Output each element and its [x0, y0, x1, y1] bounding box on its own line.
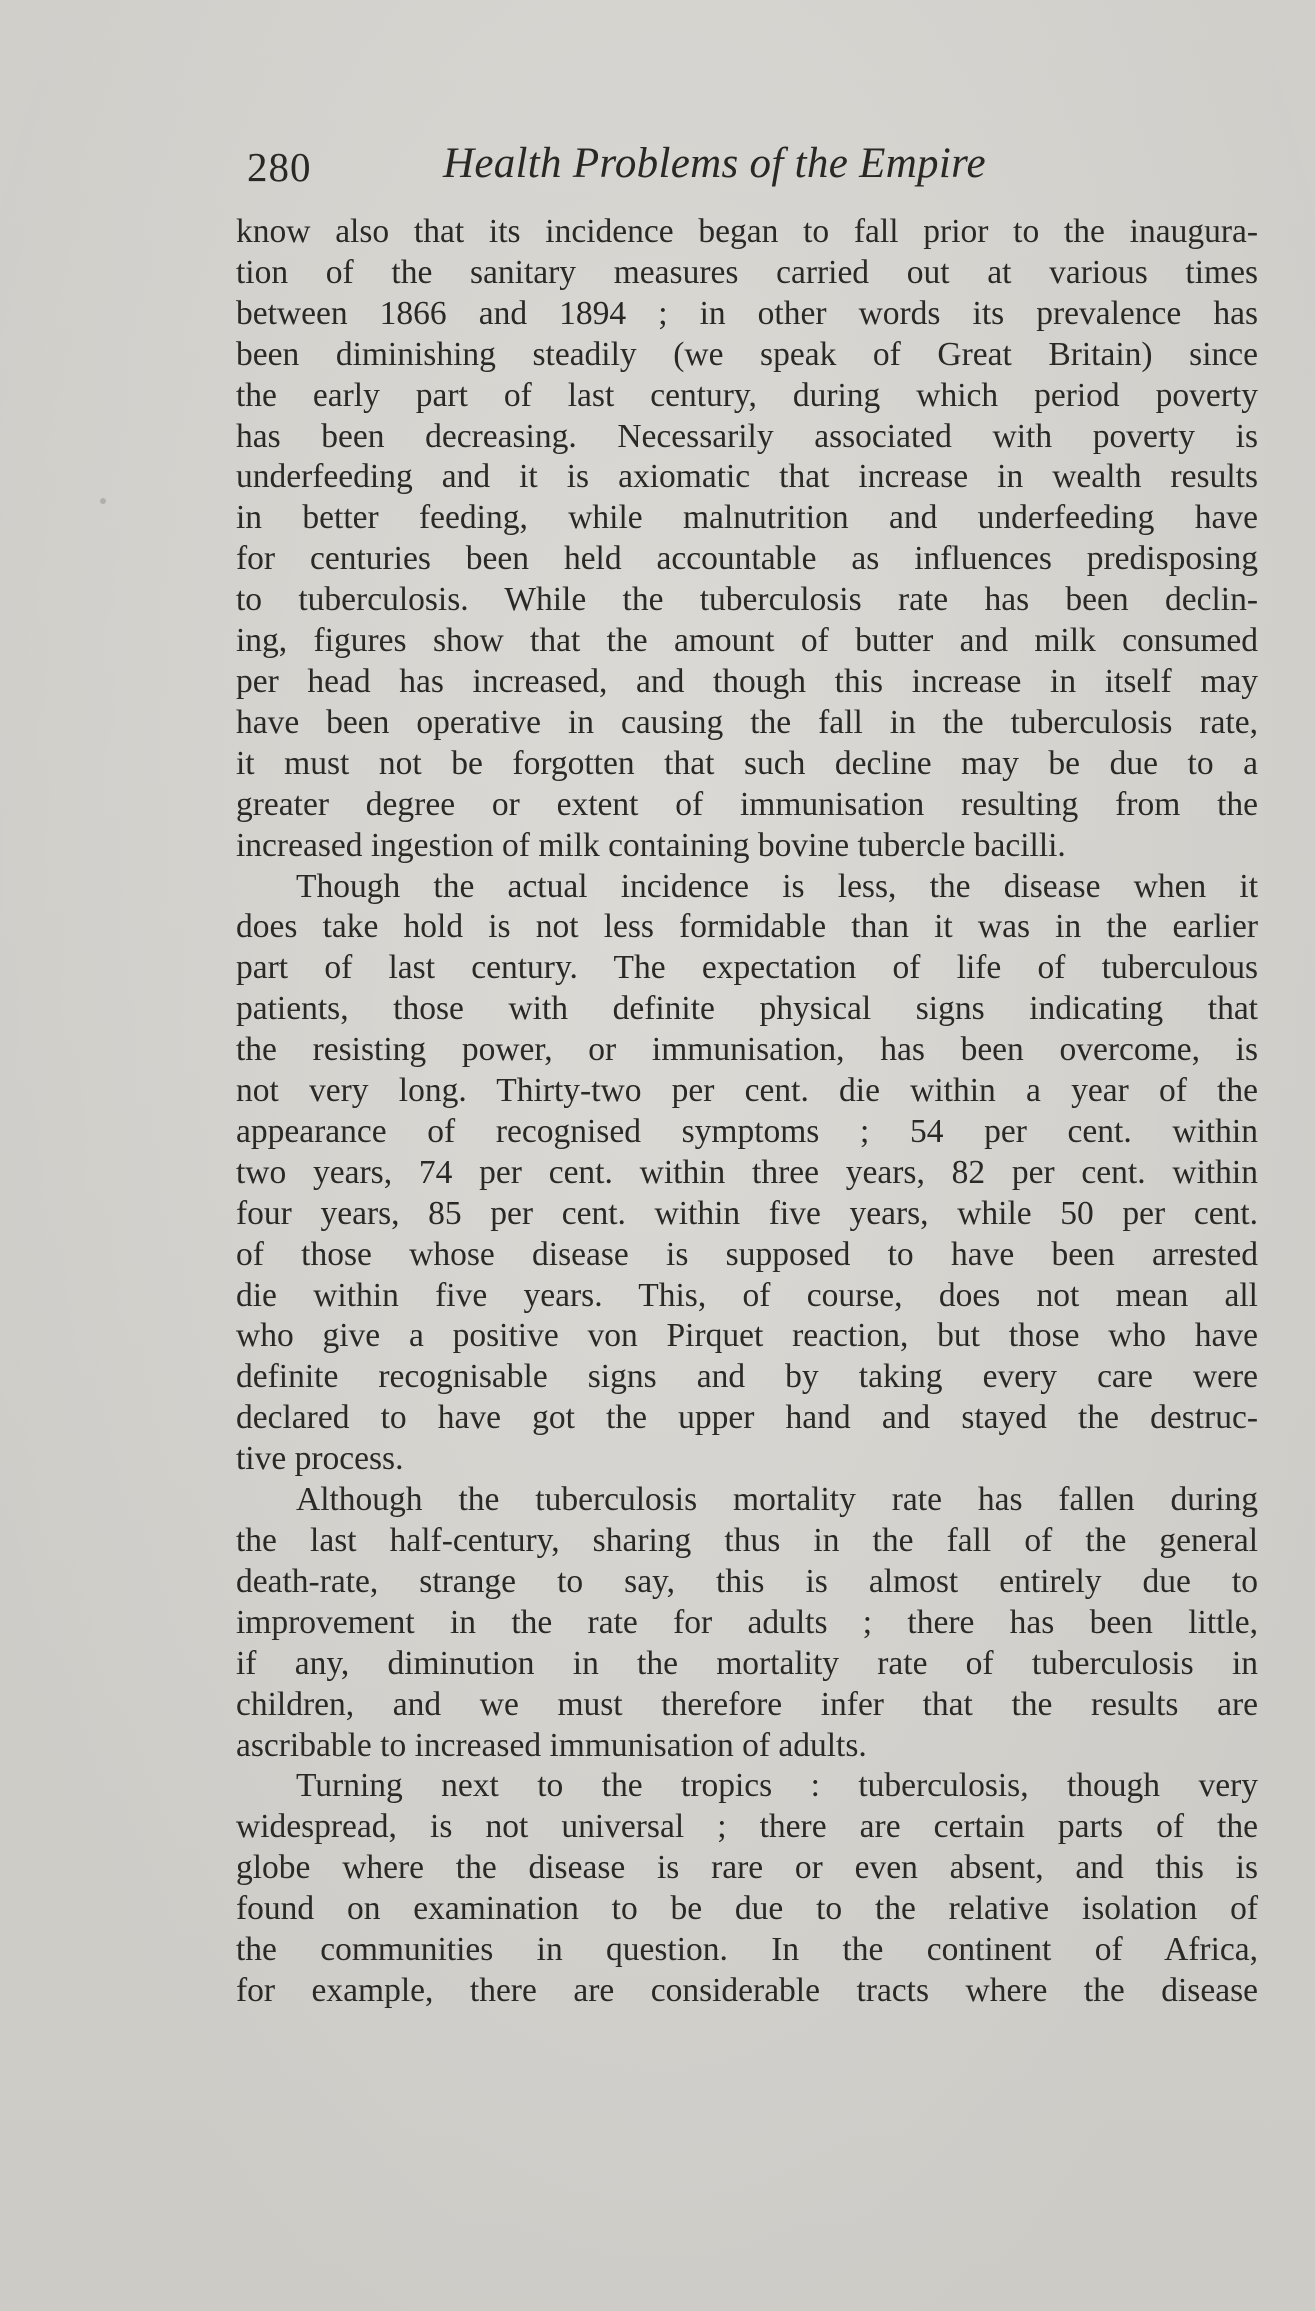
text-line: greater degree or extent of immunisation resulting from the	[236, 785, 1258, 823]
text-line: tion of the sanitary measures carried out at various times	[236, 253, 1258, 291]
text-line: ing, figures show that the amount of butter and milk consumed	[236, 622, 1258, 660]
text-line: ascribable to increased immunisation of adults.	[236, 1726, 867, 1764]
paragraph-1	[236, 212, 1258, 867]
text-line: two years, 74 per cent. within three years, 82 per cent. within	[236, 1153, 1258, 1191]
text-line: death-rate, strange to say, this is almost entirely due to	[236, 1562, 1258, 1600]
text-line: widespread, is not universal ; there are certain parts of the	[236, 1808, 1258, 1846]
text-line: children, and we must therefore infer that the results are	[236, 1685, 1258, 1723]
text-line: die within five years. This, of course, does not mean all	[236, 1276, 1258, 1314]
text-line: the early part of last century, during which period poverty	[236, 376, 1258, 414]
text-line: for centuries been held accountable as influences predisposing	[236, 540, 1258, 578]
text-line: the resisting power, or immunisation, has been overcome, is	[236, 1031, 1258, 1069]
text-line: part of last century. The expectation of life of tuberculous	[236, 949, 1258, 987]
text-line: globe where the disease is rare or even absent, and this is	[236, 1849, 1258, 1887]
text-line: who give a positive von Pirquet reaction, but those who have	[236, 1317, 1258, 1355]
text-line: know also that its incidence began to fall prior to the inaugura-	[236, 213, 1258, 250]
text-line: Though the actual incidence is less, the disease when it	[296, 867, 1258, 905]
paper-speck	[100, 498, 106, 504]
text-line: improvement in the rate for adults ; there has been little,	[236, 1603, 1258, 1641]
text-line: the last half-century, sharing thus in the fall of the general	[236, 1522, 1258, 1559]
text-line: found on examination to be due to the relative isolation of	[236, 1890, 1258, 1928]
text-line: for example, there are considerable tracts where the disease	[236, 1971, 1258, 2009]
paragraph-4	[236, 1766, 1258, 2011]
text-line: it must not be forgotten that such decline may be due to a	[236, 744, 1258, 782]
text-line: in better feeding, while malnutrition and underfeeding have	[236, 499, 1258, 537]
page-header	[247, 140, 1257, 203]
page-number: 280	[247, 144, 312, 190]
text-line: between 1866 and 1894 ; in other words its prevalence has	[236, 294, 1258, 332]
text-line: have been operative in causing the fall in the tuberculosis rate,	[236, 703, 1258, 741]
text-line: been diminishing steadily (we speak of Great Britain) since	[236, 335, 1258, 373]
paragraph-3	[236, 1480, 1258, 1766]
text-line: appearance of recognised symptoms ; 54 per cent. within	[236, 1112, 1258, 1150]
text-line: increased ingestion of milk containing bovine tubercle bacilli.	[236, 826, 1066, 864]
running-title: Health Problems of the Empire	[443, 140, 986, 187]
body-text	[236, 212, 1258, 2012]
text-line: of those whose disease is supposed to have been arrested	[236, 1235, 1258, 1273]
text-line: to tuberculosis. While the tuberculosis rate has been declin-	[236, 581, 1258, 619]
text-line: underfeeding and it is axiomatic that increase in wealth results	[236, 458, 1258, 496]
text-line: tive process.	[236, 1440, 404, 1478]
text-line: not very long. Thirty-two per cent. die within a year of the	[236, 1072, 1258, 1110]
paragraph-2	[236, 867, 1258, 1481]
text-line: Turning next to the tropics : tuberculosis, though very	[296, 1767, 1258, 1805]
text-line: declared to have got the upper hand and stayed the destruc-	[236, 1399, 1258, 1437]
text-line: the communities in question. In the continent of Africa,	[236, 1931, 1258, 1969]
text-line: definite recognisable signs and by taking every care were	[236, 1358, 1258, 1396]
text-line: patients, those with definite physical signs indicating that	[236, 990, 1258, 1028]
text-line: does take hold is not less formidable than it was in the earlier	[236, 908, 1258, 946]
text-line: four years, 85 per cent. within five years, while 50 per cent.	[236, 1194, 1258, 1232]
text-line: has been decreasing. Necessarily associated with poverty is	[236, 417, 1258, 455]
text-line: Although the tuberculosis mortality rate has fallen during	[296, 1481, 1258, 1519]
text-line: if any, diminution in the mortality rate of tuberculosis in	[236, 1644, 1258, 1682]
text-line: per head has increased, and though this increase in itself may	[236, 662, 1258, 700]
